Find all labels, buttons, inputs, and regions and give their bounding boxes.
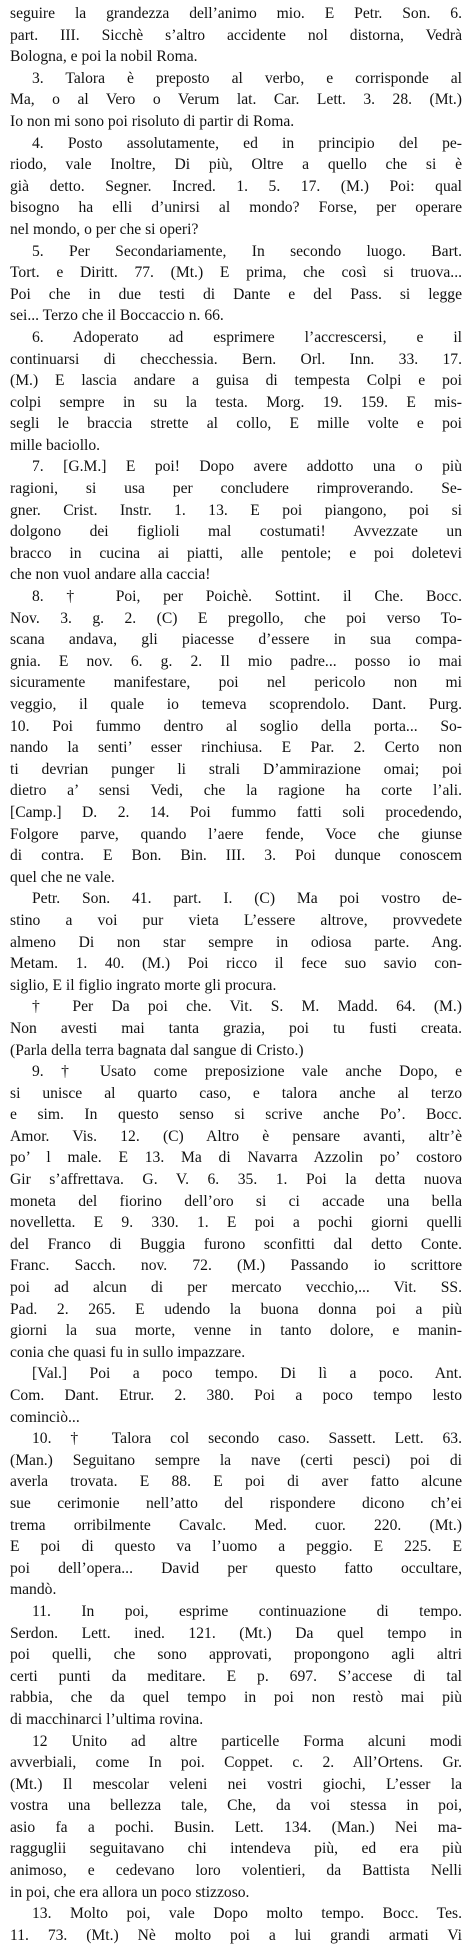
text-line: 10. † Talora col secondo caso. Sassett. Lett. 63. xyxy=(32,1430,462,1448)
text-line: bracco in cucina ai piatti, alle pentole; e poi doletevi xyxy=(10,544,462,562)
text-line: del Franco di Buggia furono sconfitti dal detto Conte. xyxy=(10,1235,462,1253)
text-line: Ma, o al Vero o Verum lat. Car. Lett. 3. 28. (Mt.) xyxy=(10,91,462,109)
text-line: mille baciollo. xyxy=(10,436,101,454)
text-line: in poi, che era allora un poco stizzoso. xyxy=(10,1883,250,1901)
text-line: ragioni, si usa per concludere rimproverando. Se- xyxy=(10,480,462,498)
text-line: (Man.) Seguitano sempre la nave (certi pesci) poi di xyxy=(10,1451,462,1469)
text-line: poi quelli, che sono approvati, propongono agli altri xyxy=(10,1646,462,1664)
text-line: 6. Adoperato ad esprimere l’accrescersi, e il xyxy=(32,328,462,346)
text-line: Pad. 2. 265. E udendo la buona donna poi a più xyxy=(10,1300,462,1318)
text-line: Serdon. Lett. ined. 121. (Mt.) Da quel tempo in xyxy=(10,1624,462,1642)
text-line: mandò. xyxy=(10,1581,57,1599)
text-line: 11. 73. (Mt.) Nè molto poi a lui grandi armati Vi xyxy=(10,1926,462,1944)
text-line: bisogno ha elli d’unirsi al mondo? Forse, per operare xyxy=(10,199,462,217)
text-line: Gir s’affrettava. G. V. 6. 35. 1. Poi la detta nuova xyxy=(10,1171,462,1189)
text-line: novelletta. E 9. 330. 1. E poi a pochi giorni quelli xyxy=(10,1214,462,1232)
text-line: † Per Da poi che. Vit. S. M. Madd. 64. (M.) xyxy=(32,998,462,1016)
text-line: Metam. 1. 40. (M.) Poi ricco il fece suo savio con- xyxy=(10,955,462,973)
text-line: moneta del fiorino dell’oro si ci accade una bella xyxy=(10,1192,462,1210)
text-line: 7. [G.M.] E poi! Dopo avere addotto una o più xyxy=(32,458,462,476)
text-line: avverbiali, come In poi. Coppet. c. 2. All’Ortens. Gr. xyxy=(10,1754,462,1772)
text-line: cominciò... xyxy=(10,1408,80,1426)
text-line: segli le braccia strette al collo, E mille volte e poi xyxy=(10,415,462,433)
text-line: veggio, il quale io temeva scoprendolo. Dant. Purg. xyxy=(10,696,462,713)
text-line: 9. † Usato come preposizione vale anche Dopo, e xyxy=(32,1063,462,1081)
text-line: animoso, e cedevano loro volentieri, da Battista Nelli xyxy=(10,1862,462,1880)
text-line: sei... Terzo che il Boccaccio n. 66. xyxy=(10,307,224,325)
text-line: dolgono dei figlioli mal costumati! Avvezzate un xyxy=(10,523,462,541)
text-line: 12 Unito ad altre particelle Forma alcuni modi xyxy=(32,1732,462,1750)
text-line: trema orribilmente Cavalc. Med. cuor. 220. (Mt.) xyxy=(10,1516,462,1534)
text-line: dietro a’ sensi Vedi, che la ragione ha corte l’ali. xyxy=(10,782,462,800)
text-line: e sim. In questo senso si scrive anche Po’. Bocc. xyxy=(10,1106,462,1124)
text-line: ragguglii seguitavano chi intendeva più, ed era più xyxy=(10,1840,462,1858)
text-line: gnia. E nov. 6. g. 2. Il mio padre... posso io mai xyxy=(10,652,462,670)
text-line: [Val.] Poi a poco tempo. Di lì a poco. Ant. xyxy=(32,1365,462,1383)
text-line: si unisce al quarto caso, e talora anche al terzo xyxy=(10,1084,462,1102)
text-line: già detto. Segner. Incred. 1. 5. 17. (M.) Poi: qual xyxy=(10,177,462,195)
text-line: (Mt.) Il mescolar veleni nei vostri giochi, L’esser la xyxy=(10,1775,462,1793)
text-line: di contra. E Bon. Bin. III. 3. Poi dunque conoscem xyxy=(10,847,462,865)
text-line: Amor. Vis. 12. (C) Altro è pensare avanti, altr’è xyxy=(10,1127,462,1145)
text-line: 10. Poi fummo dentro al soglio della porta... So- xyxy=(10,717,462,735)
text-line: nando la senti’ esser rinchiusa. E Par. 2. Certo non xyxy=(10,739,462,757)
text-line: Bologna, e poi la nobil Roma. xyxy=(10,48,198,66)
text-line: scana andava, gli piacesse d’essere in sua compa- xyxy=(10,631,462,649)
text-line: po’ l male. E 13. Ma di Navarra Azzolin po’ costoro xyxy=(10,1149,462,1167)
text-line: Com. Dant. Etrur. 2. 380. Poi a poco tempo lesto xyxy=(10,1387,462,1404)
text-line: Tort. e Diritt. 77. (Mt.) E prima, che così si truova... xyxy=(10,264,462,282)
text-line: di macchinarci l’ultima rovina. xyxy=(10,1710,204,1728)
text-line: certi punti da meditare. E p. 697. S’accese di tal xyxy=(10,1667,462,1685)
text-line: almeno Di non star sempre in odiosa parte. Ang. xyxy=(10,933,462,951)
text-line: 8. † Poi, per Poichè. Sottint. il Che. Bocc. xyxy=(32,588,462,606)
text-line: Non avesti mai tanta grazia, poi tu fusti creata. xyxy=(10,1019,462,1037)
text-line: continuarsi di checchessia. Bern. Orl. Inn. 33. 17. xyxy=(10,350,462,368)
text-line: poi ad alcun di per mercato vecchio,... Vit. SS. xyxy=(10,1279,462,1297)
text-line: nel mondo, o per che si operi? xyxy=(10,220,199,238)
text-line: averla trovata. E 88. E poi di aver fatto alcune xyxy=(10,1473,462,1491)
text-line: gner. Crist. Instr. 1. 13. E poi piangono, poi si xyxy=(10,501,462,519)
text-line: 5. Per Secondariamente, In secondo luogo. Bart. xyxy=(32,242,462,260)
text-line: siglio, E il figlio ingrato morte gli procura. xyxy=(10,976,277,994)
text-line: seguire la grandezza dell’animo mio. E Petr. Son. 6. xyxy=(10,5,462,22)
text-line: quel che ne vale. xyxy=(10,868,115,886)
text-line: rabbia, che da quel tempo in poi non restò mai più xyxy=(10,1689,462,1707)
text-line: vostra una bellezza tale, Che, da voi stessa in poi, xyxy=(10,1797,462,1815)
text-line: poi dell’opera... David per questo fatto occultare, xyxy=(10,1559,462,1577)
text-line: [Camp.] D. 2. 14. Poi fummo fatti soli procedendo, xyxy=(10,803,462,821)
text-line: Folgore parve, quando l’aere fende, Voce che giunse xyxy=(10,825,462,843)
text-line: Franc. Sacch. nov. 72. (M.) Passando io scrittore xyxy=(10,1257,462,1275)
text-line: colpi sempre in su la testa. Morg. 19. 159. E mis- xyxy=(10,393,462,411)
text-line: E poi di questo va l’uomo a peggio. E 225. E xyxy=(10,1538,462,1556)
text-line: sicuramente manifestare, poi nel pericolo non mi xyxy=(10,674,462,692)
text-line: Nov. 3. g. 2. (C) E pregollo, che poi verso To- xyxy=(10,609,462,627)
text-line: (M.) E lascia andare a guisa di tempesta Colpi e poi xyxy=(10,372,462,390)
text-line: part. III. Sicchè s’altro accidente nol distorna, Vedrà xyxy=(10,26,462,44)
text-line: 11. In poi, esprime continuazione di tempo. xyxy=(32,1602,462,1620)
text-line: Petr. Son. 41. part. I. (C) Ma poi vostro de- xyxy=(32,890,462,908)
text-line: che non vuol andare alla caccia! xyxy=(10,566,211,584)
text-line: sue cerimonie nell’atto del rispondere dicono ch’ei xyxy=(10,1494,462,1512)
text-line: 3. Talora è preposto al verbo, e corrisponde al xyxy=(32,69,462,87)
text-line: Poi che in due testi di Dante e del Pass. si legge xyxy=(10,285,462,303)
text-line: 4. Posto assolutamente, ed in principio del pe- xyxy=(32,134,462,152)
text-line: ti devrian punger li strali D’ammirazione omai; poi xyxy=(10,760,462,778)
text-line: riodo, vale Inoltre, Di più, Oltre a quello che si è xyxy=(10,156,462,174)
text-line: asio fa a pochi. Busin. Lett. 134. (Man.) Nei ma- xyxy=(10,1818,462,1836)
text-line: 13. Molto poi, vale Dopo molto tempo. Bocc. Tes. xyxy=(32,1905,462,1923)
text-line: stino a voi pur vieta L’essere altrove, provvedete xyxy=(10,911,462,929)
text-line: conia che quasi fu in sullo impazzare. xyxy=(10,1343,246,1361)
text-line: Io non mi sono poi risoluto di partir di Roma. xyxy=(10,112,295,130)
text-line: (Parla della terra bagnata dal sangue di Cristo.) xyxy=(10,1041,304,1059)
text-line: giorni la sua morte, venne in tanto dolore, e manin- xyxy=(10,1322,462,1340)
